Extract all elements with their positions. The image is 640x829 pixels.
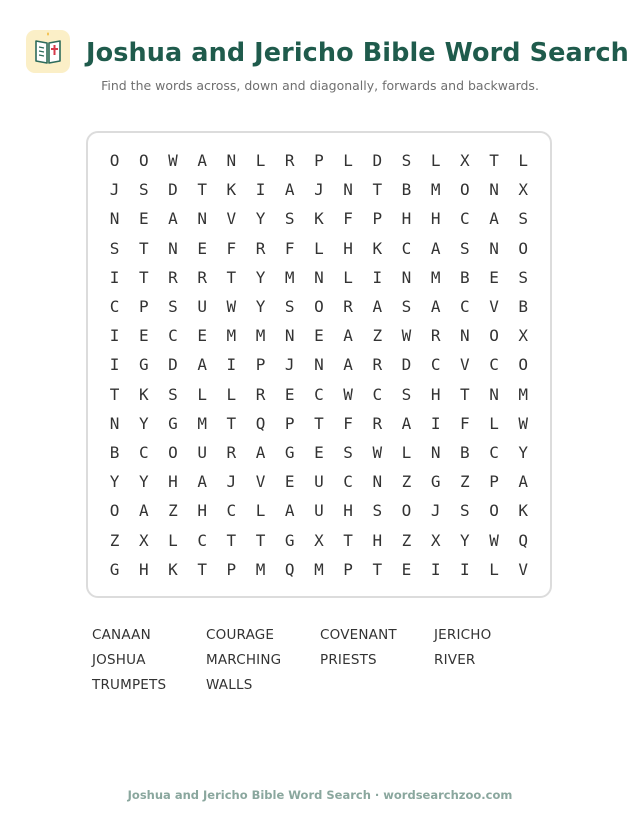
- grid-letter[interactable]: Y: [255, 209, 266, 229]
- grid-letter[interactable]: A: [430, 238, 441, 258]
- grid-letter[interactable]: E: [138, 209, 149, 229]
- grid-letter[interactable]: L: [518, 151, 529, 171]
- grid-letter[interactable]: M: [430, 267, 441, 287]
- grid-letter[interactable]: P: [255, 355, 266, 375]
- grid-letter[interactable]: C: [489, 442, 499, 462]
- grid-letter[interactable]: N: [489, 384, 499, 404]
- grid-letter[interactable]: D: [372, 151, 383, 171]
- grid-letter[interactable]: A: [284, 501, 295, 521]
- grid-letter[interactable]: E: [314, 442, 324, 462]
- grid-letter[interactable]: L: [401, 442, 412, 462]
- grid-letter[interactable]: J: [314, 180, 324, 200]
- grid-letter[interactable]: G: [168, 413, 178, 433]
- grid-letter[interactable]: N: [401, 267, 412, 287]
- grid-letter[interactable]: T: [138, 267, 149, 287]
- grid-letter[interactable]: Y: [255, 267, 266, 287]
- grid-letter[interactable]: K: [226, 180, 237, 200]
- grid-letter[interactable]: E: [197, 326, 207, 346]
- grid-letter[interactable]: R: [255, 384, 266, 404]
- grid-letter[interactable]: O: [314, 297, 324, 317]
- grid-letter[interactable]: G: [430, 472, 441, 492]
- grid-letter[interactable]: D: [401, 355, 412, 375]
- grid-letter[interactable]: N: [226, 151, 237, 171]
- grid-letter[interactable]: B: [401, 180, 412, 200]
- grid-letter[interactable]: D: [168, 180, 178, 200]
- grid-letter[interactable]: E: [489, 267, 499, 287]
- grid-letter[interactable]: A: [255, 442, 266, 462]
- grid-letter[interactable]: U: [314, 472, 324, 492]
- grid-letter[interactable]: N: [489, 238, 499, 258]
- grid-letter[interactable]: Q: [284, 559, 295, 579]
- grid-letter[interactable]: O: [168, 442, 178, 462]
- grid-letter[interactable]: W: [518, 413, 529, 433]
- word-list-item: PRIESTS: [320, 652, 377, 668]
- grid-letter[interactable]: A: [343, 355, 353, 375]
- grid-letter[interactable]: G: [109, 559, 120, 579]
- grid-letter[interactable]: V: [255, 472, 266, 492]
- grid-letter[interactable]: H: [197, 501, 207, 521]
- grid-letter[interactable]: A: [197, 355, 207, 375]
- word-list: [92, 627, 548, 702]
- grid-letter[interactable]: M: [197, 413, 207, 433]
- grid-letter[interactable]: H: [343, 501, 353, 521]
- grid-letter[interactable]: G: [138, 355, 149, 375]
- grid-letter[interactable]: K: [372, 238, 383, 258]
- grid-letter[interactable]: O: [460, 180, 470, 200]
- grid-letter[interactable]: H: [343, 238, 353, 258]
- grid-letter[interactable]: Z: [401, 530, 412, 550]
- grid-letter[interactable]: S: [460, 238, 470, 258]
- grid-letter[interactable]: X: [460, 151, 470, 171]
- grid-letter[interactable]: S: [460, 501, 470, 521]
- grid-letter[interactable]: N: [168, 238, 178, 258]
- grid-letter[interactable]: M: [255, 326, 266, 346]
- grid-letter[interactable]: C: [460, 209, 470, 229]
- grid-letter[interactable]: J: [284, 355, 295, 375]
- grid-letter[interactable]: C: [460, 297, 470, 317]
- grid-letter[interactable]: N: [197, 209, 207, 229]
- grid-letter[interactable]: O: [109, 501, 120, 521]
- grid-letter[interactable]: M: [226, 326, 237, 346]
- grid-letter[interactable]: T: [343, 530, 353, 550]
- word-list-item: COVENANT: [320, 627, 397, 643]
- word-list-item: RIVER: [434, 652, 476, 668]
- grid-letter[interactable]: C: [197, 530, 207, 550]
- grid-letter[interactable]: Y: [518, 442, 529, 462]
- grid-letter[interactable]: P: [372, 209, 383, 229]
- grid-letter[interactable]: V: [518, 559, 529, 579]
- grid-letter[interactable]: P: [226, 559, 237, 579]
- grid-letter[interactable]: I: [255, 180, 266, 200]
- grid-letter[interactable]: E: [138, 326, 149, 346]
- grid-letter[interactable]: N: [372, 472, 383, 492]
- grid-letter[interactable]: S: [343, 442, 353, 462]
- grid-letter[interactable]: S: [518, 209, 529, 229]
- grid-letter[interactable]: U: [314, 501, 324, 521]
- grid-letter[interactable]: Z: [168, 501, 178, 521]
- grid-letter[interactable]: O: [489, 501, 499, 521]
- grid-letter[interactable]: F: [284, 238, 295, 258]
- grid-letter[interactable]: Y: [255, 297, 266, 317]
- grid-letter[interactable]: V: [460, 355, 470, 375]
- grid-letter[interactable]: T: [226, 530, 237, 550]
- grid-letter[interactable]: R: [255, 238, 266, 258]
- word-list-item: COURAGE: [206, 627, 275, 643]
- grid-letter[interactable]: K: [314, 209, 324, 229]
- grid-letter[interactable]: W: [226, 297, 237, 317]
- grid-letter[interactable]: C: [109, 297, 120, 317]
- grid-letter[interactable]: I: [372, 267, 383, 287]
- grid-letter[interactable]: J: [109, 180, 120, 200]
- grid-letter[interactable]: S: [138, 180, 149, 200]
- grid-letter[interactable]: T: [372, 559, 383, 579]
- grid-letter[interactable]: Y: [138, 413, 149, 433]
- grid-letter[interactable]: I: [430, 559, 441, 579]
- grid-letter[interactable]: H: [168, 472, 178, 492]
- grid-letter[interactable]: T: [489, 151, 499, 171]
- grid-letter[interactable]: T: [314, 413, 324, 433]
- grid-letter[interactable]: Y: [109, 472, 120, 492]
- grid-letter[interactable]: G: [284, 442, 295, 462]
- grid-letter[interactable]: T: [226, 267, 237, 287]
- grid-letter[interactable]: W: [343, 384, 353, 404]
- grid-letter[interactable]: M: [314, 559, 324, 579]
- grid-letter[interactable]: I: [109, 355, 120, 375]
- grid-letter[interactable]: A: [284, 180, 295, 200]
- grid-letter[interactable]: N: [284, 326, 295, 346]
- grid-letter[interactable]: S: [284, 297, 295, 317]
- grid-letter[interactable]: X: [518, 180, 529, 200]
- word-list-item: MARCHING: [206, 652, 282, 668]
- grid-letter[interactable]: N: [430, 442, 441, 462]
- grid-letter[interactable]: F: [460, 413, 470, 433]
- grid-letter[interactable]: H: [372, 530, 383, 550]
- grid-letter[interactable]: N: [314, 355, 324, 375]
- grid-letter[interactable]: G: [284, 530, 295, 550]
- word-list-item: JOSHUA: [92, 652, 146, 668]
- grid-letter[interactable]: T: [197, 559, 207, 579]
- grid-letter[interactable]: N: [109, 209, 120, 229]
- word-list-item: WALLS: [206, 677, 253, 693]
- grid-letter[interactable]: L: [168, 530, 178, 550]
- grid-letter[interactable]: A: [518, 472, 529, 492]
- grid-letter[interactable]: L: [255, 151, 266, 171]
- grid-letter[interactable]: K: [518, 501, 529, 521]
- grid-letter[interactable]: B: [460, 267, 470, 287]
- grid-letter[interactable]: A: [430, 297, 441, 317]
- grid-letter[interactable]: I: [109, 326, 120, 346]
- grid-letter[interactable]: Y: [138, 472, 149, 492]
- grid-letter[interactable]: J: [226, 472, 237, 492]
- grid-letter[interactable]: L: [197, 384, 207, 404]
- grid-letter[interactable]: X: [430, 530, 441, 550]
- grid-letter[interactable]: M: [284, 267, 295, 287]
- page-title: Joshua and Jericho Bible Word Search: [86, 38, 629, 68]
- grid-letter[interactable]: Z: [460, 472, 470, 492]
- grid-letter[interactable]: C: [430, 355, 441, 375]
- grid-letter[interactable]: S: [518, 267, 529, 287]
- grid-letter[interactable]: M: [430, 180, 441, 200]
- grid-letter[interactable]: O: [138, 151, 149, 171]
- grid-letter[interactable]: B: [518, 297, 529, 317]
- grid-letter[interactable]: H: [430, 384, 441, 404]
- grid-letter[interactable]: P: [343, 559, 353, 579]
- grid-letter[interactable]: R: [197, 267, 207, 287]
- grid-letter[interactable]: I: [109, 267, 120, 287]
- open-bible-icon: [26, 30, 70, 73]
- grid-letter[interactable]: L: [255, 501, 266, 521]
- grid-letter[interactable]: W: [372, 442, 383, 462]
- grid-letter[interactable]: K: [168, 559, 178, 579]
- grid-letter[interactable]: F: [343, 413, 353, 433]
- grid-letter[interactable]: C: [168, 326, 178, 346]
- grid-letter[interactable]: H: [430, 209, 441, 229]
- grid-letter[interactable]: C: [138, 442, 149, 462]
- grid-letter[interactable]: R: [284, 151, 295, 171]
- grid-letter[interactable]: R: [372, 413, 383, 433]
- grid-letter[interactable]: S: [109, 238, 120, 258]
- grid-letter[interactable]: I: [460, 559, 470, 579]
- grid-letter[interactable]: W: [168, 151, 178, 171]
- grid-letter[interactable]: S: [401, 297, 412, 317]
- letter-grid: [100, 146, 538, 584]
- grid-letter[interactable]: Q: [518, 530, 529, 550]
- grid-letter[interactable]: R: [430, 326, 441, 346]
- grid-letter[interactable]: Z: [372, 326, 383, 346]
- grid-letter[interactable]: K: [138, 384, 149, 404]
- grid-letter[interactable]: H: [138, 559, 149, 579]
- grid-letter[interactable]: I: [430, 413, 441, 433]
- grid-letter[interactable]: P: [138, 297, 149, 317]
- grid-letter[interactable]: D: [168, 355, 178, 375]
- grid-letter[interactable]: C: [372, 384, 383, 404]
- grid-letter[interactable]: N: [343, 180, 353, 200]
- grid-letter[interactable]: O: [489, 326, 499, 346]
- word-list-item: CANAAN: [92, 627, 151, 643]
- grid-letter[interactable]: E: [314, 326, 324, 346]
- grid-letter[interactable]: T: [460, 384, 470, 404]
- grid-letter[interactable]: N: [109, 413, 120, 433]
- grid-letter[interactable]: Y: [460, 530, 470, 550]
- grid-letter[interactable]: A: [372, 297, 383, 317]
- grid-letter[interactable]: E: [284, 384, 295, 404]
- grid-letter[interactable]: W: [489, 530, 499, 550]
- grid-letter[interactable]: R: [168, 267, 178, 287]
- grid-letter[interactable]: U: [197, 297, 207, 317]
- grid-letter[interactable]: S: [168, 384, 178, 404]
- grid-letter[interactable]: P: [489, 472, 499, 492]
- grid-letter[interactable]: S: [168, 297, 178, 317]
- grid-letter[interactable]: Z: [109, 530, 120, 550]
- grid-letter[interactable]: U: [197, 442, 207, 462]
- instructions: Find the words across, down and diagonally, forwards and backwards.: [101, 78, 539, 93]
- grid-letter[interactable]: S: [401, 151, 412, 171]
- grid-letter[interactable]: N: [489, 180, 499, 200]
- grid-letter[interactable]: L: [314, 238, 324, 258]
- grid-letter[interactable]: F: [343, 209, 353, 229]
- grid-letter[interactable]: A: [343, 326, 353, 346]
- grid-letter[interactable]: L: [226, 384, 237, 404]
- grid-letter[interactable]: R: [372, 355, 383, 375]
- grid-letter[interactable]: E: [284, 472, 295, 492]
- grid-letter[interactable]: S: [401, 384, 412, 404]
- grid-letter[interactable]: E: [401, 559, 412, 579]
- grid-letter[interactable]: M: [255, 559, 266, 579]
- word-list-item: TRUMPETS: [92, 677, 167, 693]
- grid-letter[interactable]: O: [518, 355, 529, 375]
- grid-letter[interactable]: V: [489, 297, 499, 317]
- grid-letter[interactable]: M: [518, 384, 529, 404]
- grid-letter[interactable]: P: [314, 151, 324, 171]
- grid-letter[interactable]: Z: [401, 472, 412, 492]
- grid-letter[interactable]: A: [489, 209, 499, 229]
- grid-letter[interactable]: A: [197, 151, 207, 171]
- grid-letter[interactable]: L: [489, 559, 499, 579]
- grid-letter[interactable]: O: [109, 151, 120, 171]
- grid-letter[interactable]: T: [197, 180, 207, 200]
- grid-letter[interactable]: C: [226, 501, 237, 521]
- grid-letter[interactable]: Q: [255, 413, 266, 433]
- grid-letter[interactable]: V: [226, 209, 237, 229]
- grid-letter[interactable]: N: [314, 267, 324, 287]
- grid-letter[interactable]: R: [226, 442, 237, 462]
- grid-letter[interactable]: S: [372, 501, 383, 521]
- word-list-item: JERICHO: [434, 627, 492, 643]
- grid-letter[interactable]: S: [284, 209, 295, 229]
- grid-letter[interactable]: X: [138, 530, 149, 550]
- grid-letter[interactable]: T: [226, 413, 237, 433]
- grid-letter[interactable]: C: [343, 472, 353, 492]
- grid-letter[interactable]: X: [518, 326, 529, 346]
- grid-letter[interactable]: C: [314, 384, 324, 404]
- grid-letter[interactable]: O: [401, 501, 412, 521]
- grid-letter[interactable]: R: [343, 297, 353, 317]
- grid-letter[interactable]: T: [138, 238, 149, 258]
- grid-letter[interactable]: T: [372, 180, 383, 200]
- grid-letter[interactable]: O: [518, 238, 529, 258]
- grid-letter[interactable]: L: [343, 267, 353, 287]
- grid-letter[interactable]: B: [460, 442, 470, 462]
- footer: Joshua and Jericho Bible Word Search · wordsearchzoo.com: [127, 788, 513, 802]
- grid-letter[interactable]: H: [401, 209, 412, 229]
- grid-letter[interactable]: L: [430, 151, 441, 171]
- grid-letter[interactable]: X: [314, 530, 324, 550]
- grid-letter[interactable]: E: [197, 238, 207, 258]
- grid-letter[interactable]: A: [138, 501, 149, 521]
- logo: [26, 30, 70, 73]
- grid-letter[interactable]: W: [401, 326, 412, 346]
- grid-letter[interactable]: A: [197, 472, 207, 492]
- grid-letter[interactable]: P: [284, 413, 295, 433]
- grid-letter[interactable]: I: [226, 355, 237, 375]
- grid-letter[interactable]: L: [489, 413, 499, 433]
- grid-letter[interactable]: A: [401, 413, 412, 433]
- grid-letter[interactable]: C: [401, 238, 412, 258]
- grid-letter[interactable]: T: [255, 530, 266, 550]
- grid-letter[interactable]: L: [343, 151, 353, 171]
- grid-letter[interactable]: C: [489, 355, 499, 375]
- grid-letter[interactable]: F: [226, 238, 237, 258]
- grid-letter[interactable]: A: [168, 209, 178, 229]
- grid-letter[interactable]: T: [109, 384, 120, 404]
- grid-letter[interactable]: B: [109, 442, 120, 462]
- grid-letter[interactable]: J: [430, 501, 441, 521]
- grid-letter[interactable]: N: [460, 326, 470, 346]
